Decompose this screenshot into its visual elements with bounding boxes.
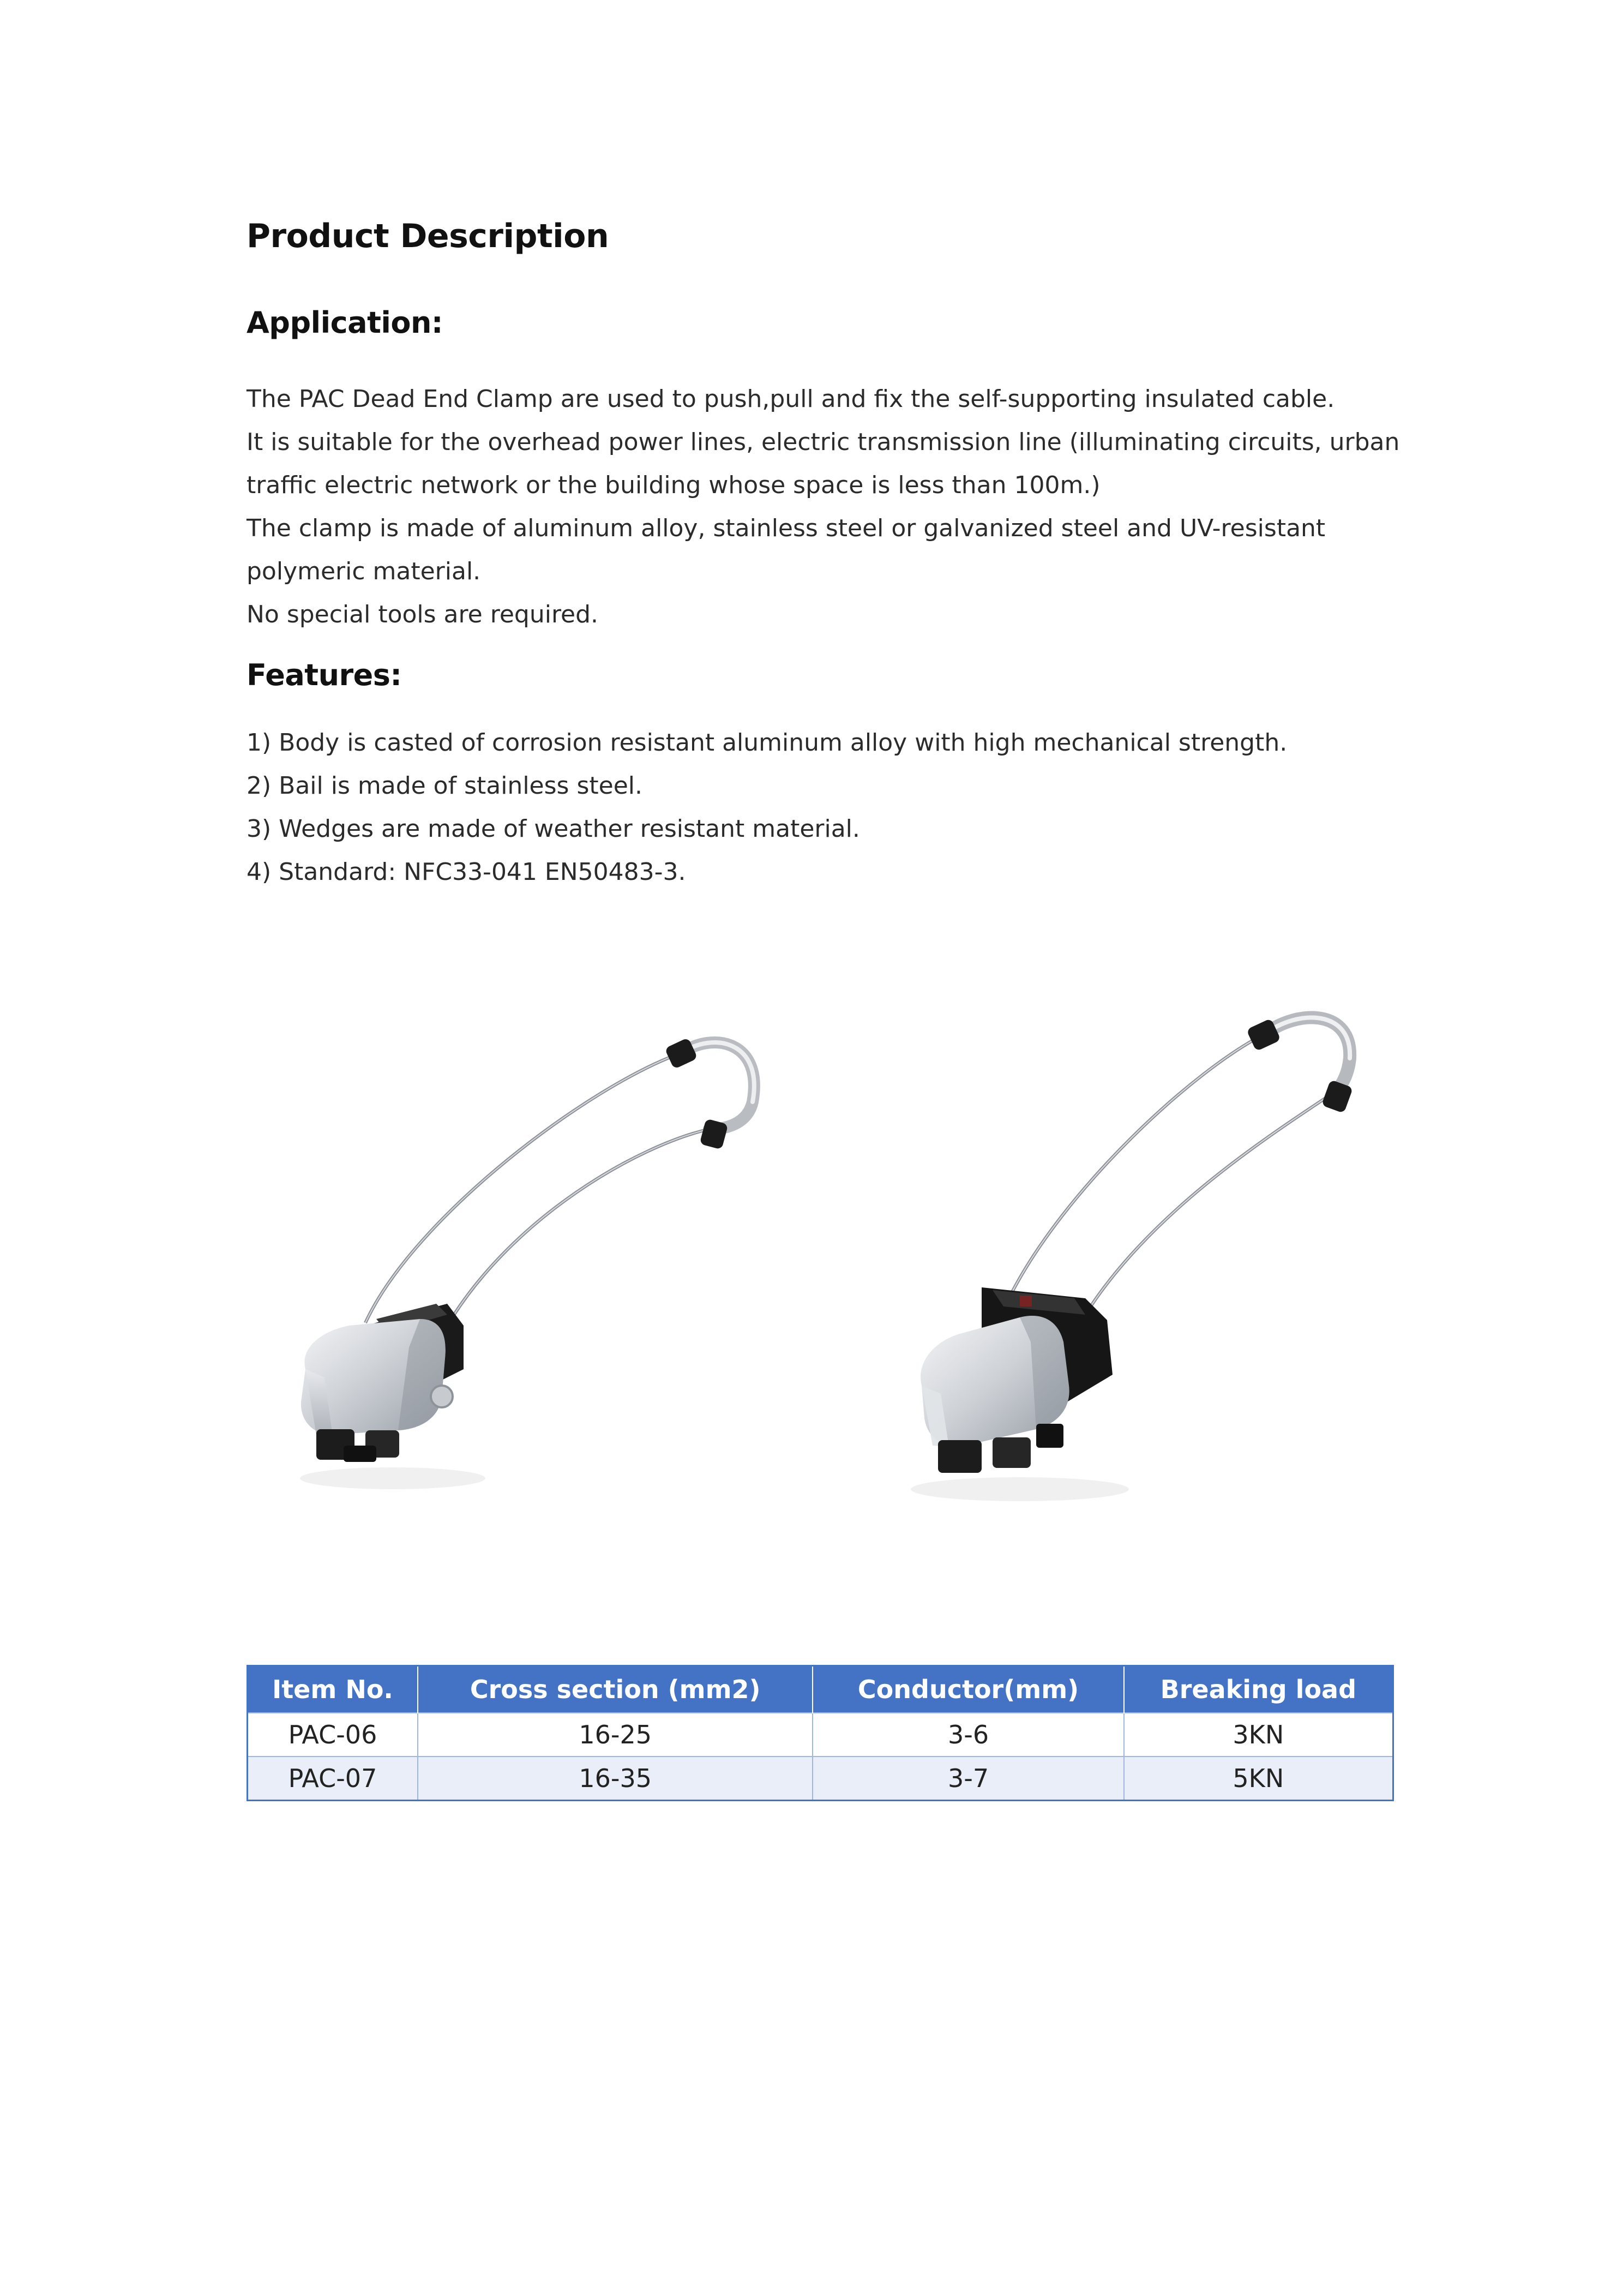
header-item-no: Item No. bbox=[248, 1666, 418, 1713]
application-line: No special tools are required. bbox=[247, 601, 599, 628]
cell-conductor: 3-7 bbox=[813, 1757, 1123, 1801]
cell-item-no: PAC-06 bbox=[248, 1713, 418, 1757]
application-line: The PAC Dead End Clamp are used to push,pull and fix the self-supporting insulated cable. bbox=[247, 385, 1335, 413]
cell-cross-section: 16-35 bbox=[418, 1757, 813, 1801]
features-heading: Features: bbox=[247, 658, 402, 692]
cell-item-no: PAC-07 bbox=[248, 1757, 418, 1801]
header-breaking-load: Breaking load bbox=[1124, 1666, 1393, 1713]
cell-conductor: 3-6 bbox=[813, 1713, 1123, 1757]
clamp-photo-1 bbox=[284, 1020, 785, 1500]
table-row bbox=[248, 1713, 1393, 1757]
cell-breaking-load: 5KN bbox=[1124, 1757, 1393, 1801]
table-header-row bbox=[248, 1666, 1393, 1713]
feature-item: 2) Bail is made of stainless steel. bbox=[247, 772, 642, 800]
application-line: traffic electric network or the building whose space is less than 100m.) bbox=[247, 471, 1101, 499]
header-conductor: Conductor(mm) bbox=[813, 1666, 1123, 1713]
application-line: It is suitable for the overhead power lines, electric transmission line (illuminating circuits, urban bbox=[247, 428, 1400, 456]
feature-item: 4) Standard: NFC33-041 EN50483-3. bbox=[247, 858, 686, 886]
header-cross-section: Cross section (mm2) bbox=[418, 1666, 813, 1713]
application-heading: Application: bbox=[247, 305, 443, 340]
application-line: polymeric material. bbox=[247, 557, 481, 585]
application-line: The clamp is made of aluminum alloy, stainless steel or galvanized steel and UV-resistant bbox=[247, 514, 1326, 542]
feature-item: 1) Body is casted of corrosion resistant aluminum alloy with high mechanical strength. bbox=[247, 729, 1288, 757]
feature-item: 3) Wedges are made of weather resistant material. bbox=[247, 815, 860, 843]
spec-table bbox=[247, 1665, 1394, 1801]
table-row bbox=[248, 1757, 1393, 1801]
cell-cross-section: 16-25 bbox=[418, 1713, 813, 1757]
page-title: Product Description bbox=[247, 217, 609, 255]
cell-breaking-load: 3KN bbox=[1124, 1713, 1393, 1757]
features-list bbox=[247, 721, 1419, 894]
clamp-photo-2 bbox=[856, 993, 1402, 1516]
application-text bbox=[247, 377, 1419, 636]
